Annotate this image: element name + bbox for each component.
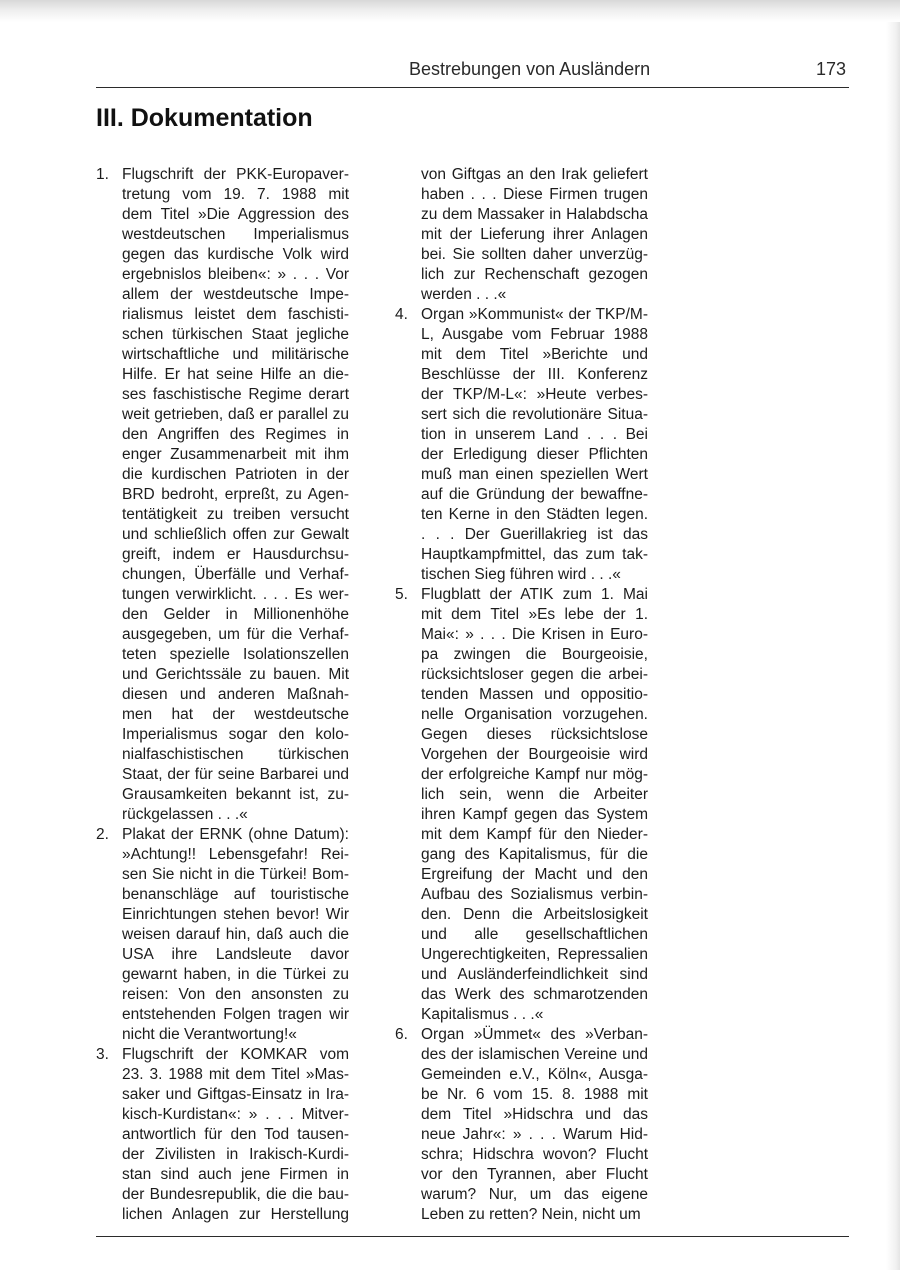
text-line: USA ihre Landsleute davor [122, 946, 349, 963]
text-line: mit der Lieferung ihrer Anlagen [421, 226, 648, 243]
text-line: benanschläge auf touristische [122, 886, 349, 903]
text-line: das Werk des schmarotzenden [421, 986, 648, 1003]
text-line: Organ »Ümmet« des »Verban- [421, 1026, 648, 1043]
text-line: der erfolgreiche Kampf nur mög- [421, 766, 648, 783]
text-line: den Gelder in Millionenhöhe [122, 606, 349, 623]
doc-item-3 [96, 1045, 349, 1225]
text-line: sen Sie nicht in die Türkei! Bom- [122, 866, 349, 883]
section-heading: III. Dokumentation [96, 104, 313, 132]
text-line: ergebnislos bleiben«: » . . . Vor [122, 266, 349, 283]
text-line: kisch-Kurdistan«: » . . . Mitver- [122, 1106, 349, 1123]
text-line: Flugschrift der KOMKAR vom [122, 1046, 349, 1063]
text-line: rücksichtsloser gegen die arbei- [421, 666, 648, 683]
text-line: bei. Sie sollten daher unverzüg- [421, 246, 648, 263]
text-line: BRD bedroht, erpreßt, zu Agen- [122, 486, 349, 503]
text-line: Kapitalismus . . .« [421, 1006, 544, 1023]
scan-right-edge [886, 22, 900, 1270]
text-line: mit dem Titel »Es lebe der 1. [421, 606, 648, 623]
text-line: der Bundesrepublik, die die bau- [122, 1186, 349, 1203]
doc-item-text [122, 825, 349, 1045]
text-line: den Angriffen des Regimes in [122, 426, 349, 443]
text-line: zu dem Massaker in Halabdscha [421, 206, 648, 223]
text-line: dem Titel »Hidschra und das [421, 1106, 648, 1123]
doc-item-text [122, 165, 349, 825]
doc-item-3-continuation [395, 165, 648, 305]
text-line: weit getrieben, daß er parallel zu [122, 406, 349, 423]
text-line: Mai«: » . . . Die Krisen in Euro- [421, 626, 648, 643]
text-line: lich zur Rechenschaft gezogen [421, 266, 648, 283]
text-line: Staat, der für seine Barbarei und [122, 766, 349, 783]
text-line: Leben zu retten? Nein, nicht um [421, 1206, 641, 1223]
doc-item-number: 3. [96, 1046, 109, 1063]
text-line: Vorgehen der Bourgeoisie wird [421, 746, 648, 763]
text-line: Flugblatt der ATIK zum 1. Mai [421, 586, 648, 603]
text-line: wirtschaftliche und militärische [122, 346, 349, 363]
text-line: ten Kerne in den Städten legen. [421, 506, 648, 523]
text-line: L, Ausgabe vom Februar 1988 [421, 326, 648, 343]
text-line: . . . Der Guerillakrieg ist das [421, 526, 648, 543]
doc-item-text [421, 305, 648, 585]
doc-item-number: 5. [395, 586, 408, 603]
text-line: von Giftgas an den Irak geliefert [421, 166, 648, 183]
text-line: Imperialismus sogar den kolo- [122, 726, 349, 743]
text-line: muß man einen speziellen Wert [421, 466, 648, 483]
text-line: enger Zusammenarbeit mit ihm [122, 446, 349, 463]
doc-item-text [421, 585, 648, 1025]
text-line: sert sich die revolutionäre Situa- [421, 406, 648, 423]
text-line: nicht die Verantwortung!« [122, 1026, 297, 1043]
right-column [395, 165, 648, 1225]
text-line: neue Jahr«: » . . . Warum Hid- [421, 1126, 648, 1143]
text-line: »Achtung!! Lebensgefahr! Rei- [122, 846, 349, 863]
text-line: Flugschrift der PKK-Europaver- [122, 166, 349, 183]
text-line: warum? Nur, um das eigene [421, 1186, 648, 1203]
text-line: dem Titel »Die Aggression des [122, 206, 349, 223]
doc-item-5 [395, 585, 648, 1025]
text-line: und alle gesellschaftlichen [421, 926, 648, 943]
text-line: stan sind auch jene Firmen in [122, 1166, 349, 1183]
doc-item-text [421, 1025, 648, 1225]
text-line: tretung vom 19. 7. 1988 mit [122, 186, 349, 203]
text-line: schen türkischen Staat jegliche [122, 326, 349, 343]
text-line: entstehenden Folgen tragen wir [122, 1006, 349, 1023]
text-line: Gemeinden e.V., Köln«, Ausga- [421, 1066, 648, 1083]
text-line: Hilfe. Er hat seine Hilfe an die- [122, 366, 349, 383]
doc-item-text [122, 1045, 349, 1225]
text-line: saker und Giftgas-Einsatz in Ira- [122, 1086, 349, 1103]
text-line: Ergreifung der Macht und den [421, 866, 648, 883]
text-line: gang des Kapitalismus, für die [421, 846, 648, 863]
text-line: Grausamkeiten bekannt ist, zu- [122, 786, 349, 803]
text-line: westdeutschen Imperialismus [122, 226, 349, 243]
text-line: teten spezielle Isolationszellen [122, 646, 349, 663]
text-line: tischen Sieg führen wird . . .« [421, 566, 621, 583]
text-line: 23. 3. 1988 mit dem Titel »Mas- [122, 1066, 349, 1083]
header-rule [96, 87, 849, 88]
text-line: tion in unserem Land . . . Bei [421, 426, 648, 443]
text-line: auf die Gründung der bewaffne- [421, 486, 648, 503]
text-line: des der islamischen Vereine und [421, 1046, 648, 1063]
text-line: ausgegeben, um für die Verhaf- [122, 626, 349, 643]
text-line: ihren Kampf gegen das System [421, 806, 648, 823]
text-line: reisen: Von den ansonsten zu [122, 986, 349, 1003]
text-line: Plakat der ERNK (ohne Datum): [122, 826, 349, 843]
text-line: rialismus leistet dem faschisti- [122, 306, 349, 323]
text-line: mit dem Kampf für den Nieder- [421, 826, 648, 843]
text-line: haben . . . Diese Firmen trugen [421, 186, 648, 203]
text-line: lich sein, wenn die Arbeiter [421, 786, 648, 803]
page-number: 173 [816, 59, 847, 79]
doc-item-6 [395, 1025, 648, 1225]
doc-item-2 [96, 825, 349, 1045]
text-line: diesen und anderen Maßnah- [122, 686, 349, 703]
footer-rule [96, 1236, 849, 1237]
text-line: Gegen dieses rücksichtslose [421, 726, 648, 743]
text-line: vor den Tyrannen, aber Flucht [421, 1166, 648, 1183]
doc-item-number: 6. [395, 1026, 408, 1043]
text-line: tungen verwirklicht. . . . Es wer- [122, 586, 349, 603]
text-line: be Nr. 6 vom 15. 8. 1988 mit [421, 1086, 648, 1103]
text-line: die kurdischen Patrioten in der [122, 466, 349, 483]
text-line: Einrichtungen stehen bevor! Wir [122, 906, 349, 923]
text-line: den. Denn die Arbeitslosigkeit [421, 906, 648, 923]
text-line: lichen Anlagen zur Herstellung [122, 1206, 349, 1223]
doc-item-number: 2. [96, 826, 109, 843]
text-line: schra; Hidschra wovon? Flucht [421, 1146, 648, 1163]
text-line: chungen, Überfälle und Verhaf- [122, 566, 349, 583]
text-line: weisen darauf hin, daß auch die [122, 926, 349, 943]
text-line: Hauptkampfmittel, das zum tak- [421, 546, 648, 563]
text-line: der Zivilisten in Irakisch-Kurdi- [122, 1146, 349, 1163]
text-line: men hat der westdeutsche [122, 706, 349, 723]
left-column [96, 165, 349, 1225]
doc-item-1 [96, 165, 349, 825]
doc-item-number: 1. [96, 166, 109, 183]
text-line: greift, indem er Hausdurchsu- [122, 546, 349, 563]
text-line: gewarnt haben, in die Türkei zu [122, 966, 349, 983]
text-line: antwortlich für den Tod tausen- [122, 1126, 349, 1143]
text-line: und Ausländerfeindlichkeit sind [421, 966, 648, 983]
text-line: rückgelassen . . .« [122, 806, 248, 823]
text-line: gegen das kurdische Volk wird [122, 246, 349, 263]
scan-top-shadow [0, 0, 900, 22]
text-line: Ungerechtigkeiten, Repressalien [421, 946, 648, 963]
text-line: Aufbau des Sozialismus verbin- [421, 886, 648, 903]
text-line: tentätigkeit zu treiben versucht [122, 506, 349, 523]
text-line: nelle Organisation vorzugehen. [421, 706, 648, 723]
text-line: nialfaschistischen türkischen [122, 746, 349, 763]
text-line: der Erledigung dieser Pflichten [421, 446, 648, 463]
text-line: der TKP/M-L«: »Heute verbes- [421, 386, 648, 403]
text-line: allem der westdeutsche Impe- [122, 286, 349, 303]
text-line: und schließlich offen zur Gewalt [122, 526, 349, 543]
doc-item-number: 4. [395, 306, 408, 323]
text-line: Organ »Kommunist« der TKP/M- [421, 306, 648, 323]
text-line: ses faschistische Regime derart [122, 386, 349, 403]
text-line: mit dem Titel »Berichte und [421, 346, 648, 363]
text-line: und Gerichtssäle zu bauen. Mit [122, 666, 349, 683]
text-line: pa zwingen die Bourgeoisie, [421, 646, 648, 663]
running-title: Bestrebungen von Ausländern [409, 59, 651, 79]
doc-item-4 [395, 305, 648, 585]
text-line: Beschlüsse der III. Konferenz [421, 366, 648, 383]
text-line: tenden Massen und oppositio- [421, 686, 648, 703]
text-line: werden . . .« [421, 286, 507, 303]
